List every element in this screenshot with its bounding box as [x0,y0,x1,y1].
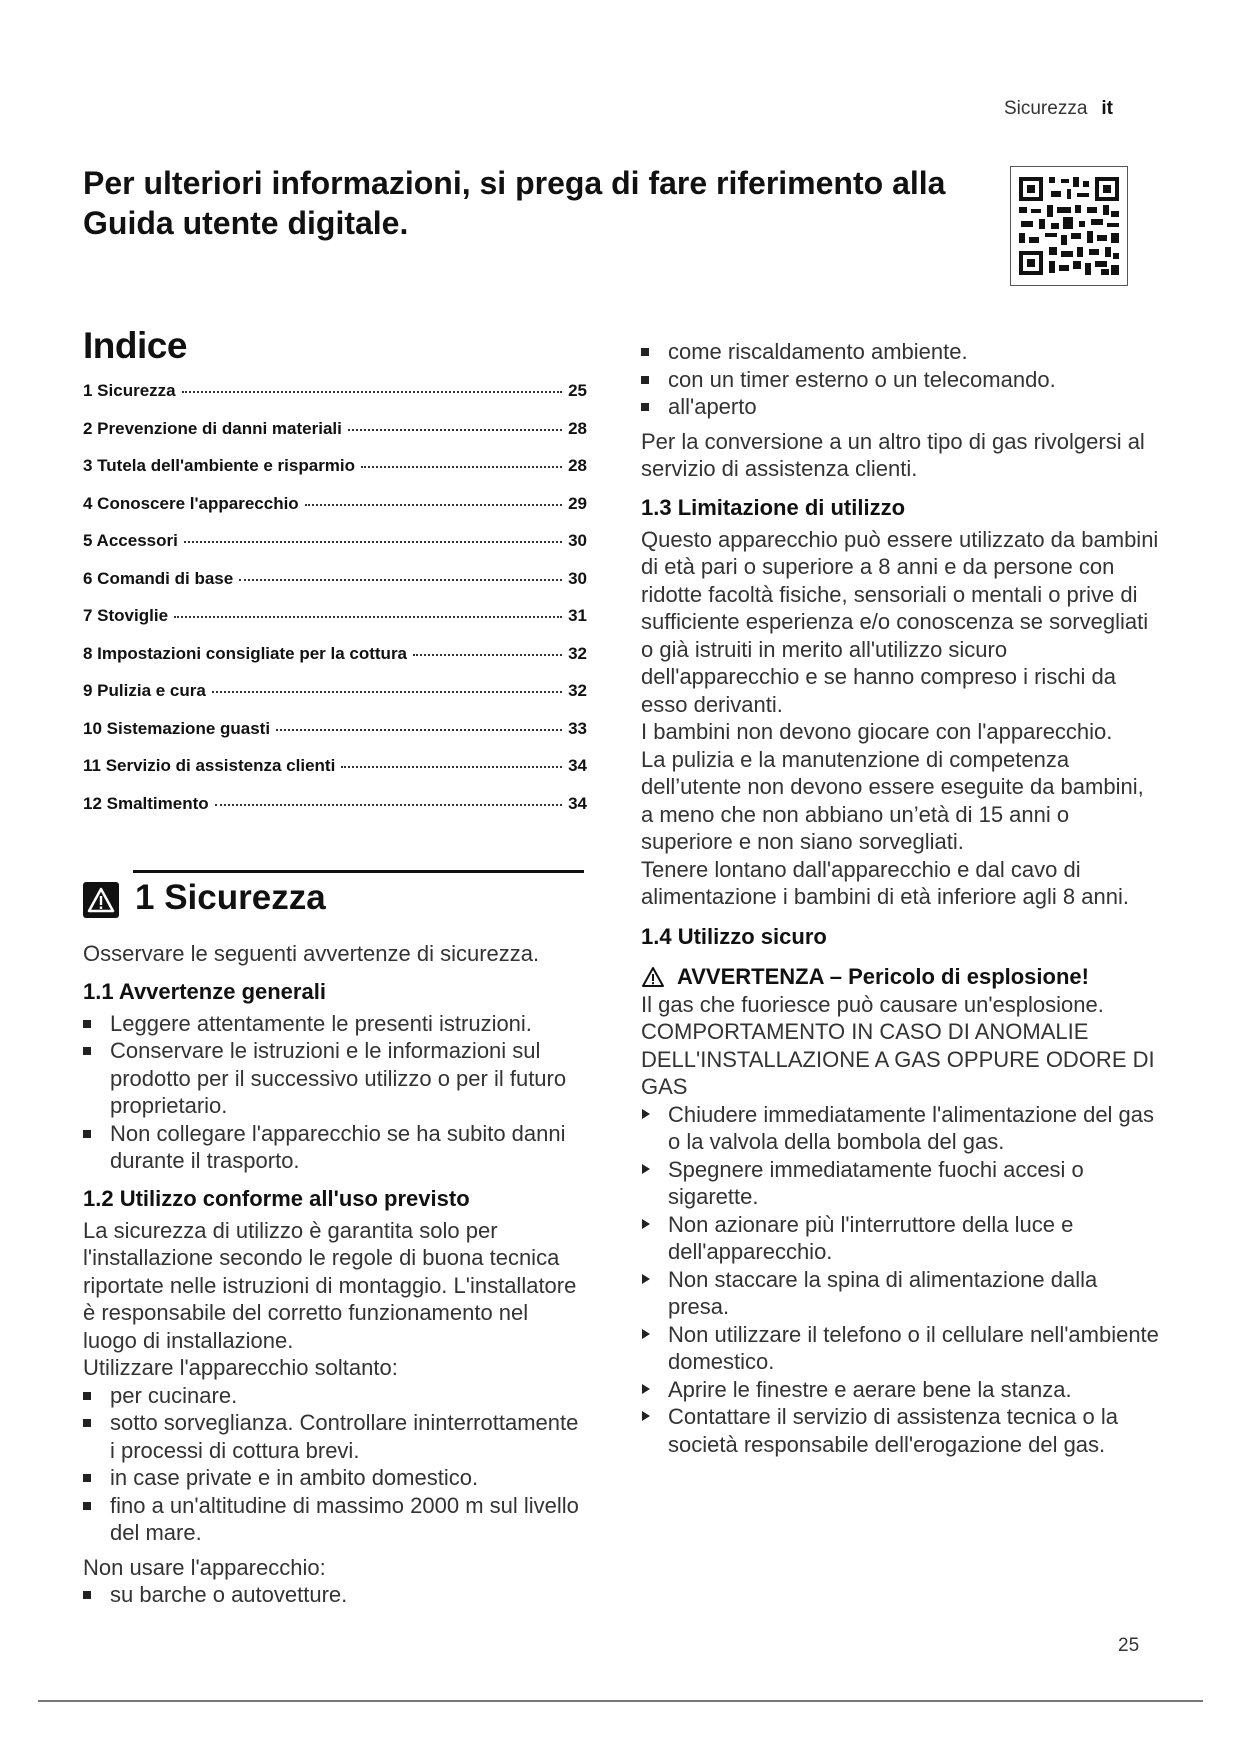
do-not-use-label: Non usare l'apparecchio: [83,1554,326,1580]
gas-emergency-steps [641,1101,1161,1459]
list-item: per cucinare. [83,1382,587,1410]
subsection-1-1-title: 1.1 Avvertenze generali [83,978,326,1004]
explosion-warning-heading [641,963,1161,991]
toc-dot-leader [361,466,562,468]
left-column [83,325,587,1609]
warning-text: Il gas che fuoriesce può causare un'esplosione. COMPORTAMENTO IN CASO DI ANOMALIE DELL'INSTALLAZIONE A GAS OPPURE ODORE DI GAS [641,991,1155,1099]
toc-entry-title: 11 Servizio di assistenza clienti [83,756,336,775]
header-section: Sicurezza [1003,98,1088,119]
toc-entry-title: 5 Accessori [83,531,178,550]
toc-entry[interactable] [83,569,587,607]
toc-entry-page: 28 [568,456,587,475]
toc-entry-title: 1 Sicurezza [83,381,176,400]
toc-entry-page: 25 [568,381,587,400]
toc-dot-leader [215,804,562,806]
header-language: it [1101,98,1113,119]
toc-entry-page: 32 [568,643,587,663]
toc-entry-title: 6 Comandi di base [83,568,234,588]
qr-code-icon[interactable] [1010,166,1128,286]
toc-entry-page: 30 [568,568,587,588]
list-item: come riscaldamento ambiente. [641,338,1161,366]
toc-entry-title: 9 Pulizia e cura [83,681,206,700]
toc-dot-leader [348,429,562,431]
toc-entry-title: 8 Impostazioni consigliate per la cottura [83,643,408,663]
do-not-use-list-part2 [641,338,1161,421]
list-item: Non collegare l'apparecchio se ha subito danni durante il trasporto. [83,1120,587,1175]
general-warnings-list [83,1010,587,1175]
limitation-paragraph-1: Questo apparecchio può essere utilizzato da bambini di età pari o superiore a 8 anni e da persone con ridotte facoltà fisiche, sensoriali o mentali o prive di sufficiente esperienza e/o conoscenza se sorvegliati o già istruiti in merito all'utilizzo sicuro dell'apparecchio e se hanno compreso i rischi da esso derivanti. [641,526,1159,717]
section-title: 1 Sicurezza [135,878,326,917]
toc-entry[interactable] [83,456,587,494]
toc-dot-leader [276,729,562,731]
toc-entry[interactable] [83,794,587,832]
use-only-label: Utilizzare l'apparecchio soltanto: [83,1355,398,1380]
page-number: 25 [1118,1635,1140,1656]
subsection-1-3-title: 1.3 Limitazione di utilizzo [641,494,906,520]
toc-entry-title: 2 Prevenzione di danni materiali [83,418,342,438]
toc-dot-leader [184,541,562,543]
right-column [641,338,1161,1458]
list-item: in case private e in ambito domestico. [83,1464,587,1492]
toc-entry-page: 31 [568,606,587,625]
toc-dot-leader [305,504,562,506]
use-only-list [83,1382,587,1547]
toc-entry-title: 3 Tutela dell'ambiente e risparmio [83,456,356,475]
subsection-1-4-title: 1.4 Utilizzo sicuro [641,923,827,949]
toc-title: Indice [83,325,187,366]
limitation-paragraph-3: La pulizia e la manutenzione di competenza dell’utente non devono essere eseguite da bambini, a meno che non abbiano un’età di 15 anni o superiore e non siano sorvegliati. [641,746,1144,854]
warning-triangle-icon [641,966,665,988]
list-item: sotto sorveglianza. Controllare ininterrottamente i processi di cottura brevi. [83,1409,587,1464]
list-item: Conservare le istruzioni e le informazioni sul prodotto per il successivo utilizzo o per il futuro proprietario. [83,1037,587,1120]
toc-entry[interactable] [83,494,587,532]
toc-dot-leader [413,654,562,656]
toc-entry[interactable] [83,681,587,719]
toc-entry-page: 34 [568,756,587,775]
toc-entry-page: 28 [568,418,587,438]
toc-entry-page: 29 [568,493,587,513]
toc-entry[interactable] [83,606,587,644]
limitation-paragraph-4: Tenere lontano dall'apparecchio e dal cavo di alimentazione i bambini di età inferiore agli 8 anni. [641,856,1129,909]
section-rule [133,870,584,873]
step-item: Non utilizzare il telefono o il cellulare nell'ambiente domestico. [641,1321,1161,1376]
toc-entry-page: 34 [568,793,587,813]
step-item: Non azionare più l'interruttore della luce e dell'apparecchio. [641,1211,1161,1266]
toc-entry-title: 4 Conoscere l'apparecchio [83,493,299,513]
toc-entry[interactable] [83,756,587,794]
gas-conversion-note: Per la conversione a un altro tipo di gas rivolgersi al servizio di assistenza clienti. [641,428,1145,481]
list-item: Leggere attentamente le presenti istruzioni. [83,1010,587,1038]
running-header [1004,98,1113,120]
step-item: Chiudere immediatamente l'alimentazione del gas o la valvola della bombola del gas. [641,1101,1161,1156]
step-item: Contattare il servizio di assistenza tecnica o la società responsabile dell'erogazione del gas. [641,1403,1161,1458]
step-item: Aprire le finestre e aerare bene la stanza. [641,1376,1161,1404]
warning-title: AVVERTENZA – Pericolo di esplosione! [677,963,1089,989]
list-item: all'aperto [641,393,1161,421]
section-intro: Osservare le seguenti avvertenze di sicurezza. [83,941,540,966]
toc-dot-leader [174,616,562,618]
toc-entry[interactable] [83,531,587,569]
toc-entry-title: 12 Smaltimento [83,793,209,813]
toc-entry-title: 10 Sistemazione guasti [83,718,271,738]
toc-entry-title: 7 Stoviglie [83,606,169,625]
digital-guide-notice: Per ulteriori informazioni, si prega di fare riferimento alla Guida utente digitale. [83,165,946,241]
toc-entry-page: 32 [568,681,587,700]
toc-entry[interactable] [83,719,587,757]
subsection-1-2-title: 1.2 Utilizzo conforme all'uso previsto [83,1185,470,1211]
toc-entry[interactable] [83,644,587,682]
list-item: fino a un'altitudine di massimo 2000 m sul livello del mare. [83,1492,587,1547]
toc-dot-leader [182,391,562,393]
section-1-header [83,870,587,928]
toc-entry[interactable] [83,419,587,457]
toc-dot-leader [212,691,562,693]
do-not-use-list-part1 [83,1581,587,1609]
step-item: Non staccare la spina di alimentazione dalla presa. [641,1266,1161,1321]
toc-dot-leader [239,579,562,581]
warning-icon [83,882,119,918]
toc-entry-page: 30 [568,531,587,550]
limitation-paragraph-2: I bambini non devono giocare con l'apparecchio. [641,719,1113,744]
table-of-contents [83,381,587,831]
list-item: con un timer esterno o un telecomando. [641,366,1161,394]
toc-entry-page: 33 [568,718,587,738]
intended-use-paragraph: La sicurezza di utilizzo è garantita solo per l'installazione secondo le regole di buona tecnica riportate nelle istruzioni di montaggio. L'installatore è responsabile del corretto funzionamento nel luogo di installazione. [83,1217,577,1353]
toc-entry[interactable] [83,381,587,419]
toc-dot-leader [341,766,562,768]
footer-rule [38,1700,1203,1702]
step-item: Spegnere immediatamente fuochi accesi o sigarette. [641,1156,1161,1211]
list-item: su barche o autovetture. [83,1581,587,1609]
